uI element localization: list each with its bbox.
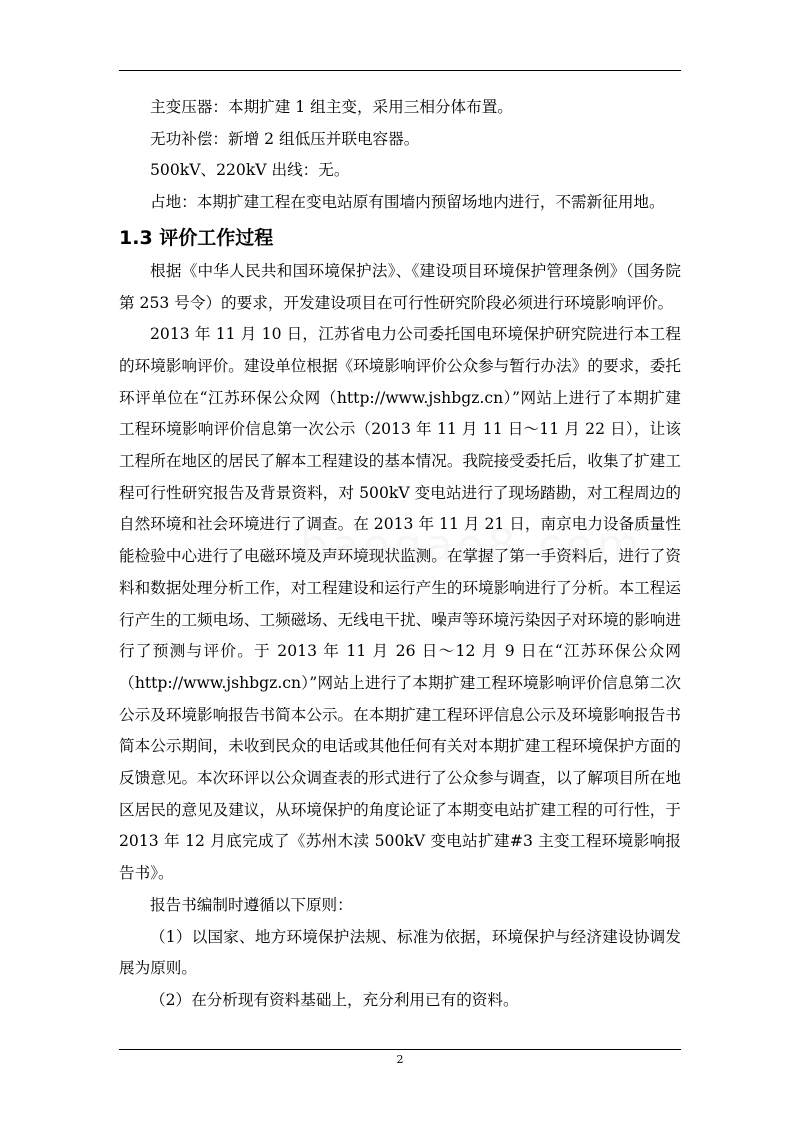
paragraph: （1）以国家、地方环境保护法规、标准为依据，环境保护与经济建设协调发展为原则。	[119, 927, 681, 978]
paragraph: 主变压器：本期扩建 1 组主变，采用三相分体布置。	[150, 98, 513, 116]
page-number: 2	[396, 1053, 404, 1066]
paragraph: 2013 年 11 月 10 日，江苏省电力公司委托国电环境保护研究院进行本工程的环境影响评价。建设单位根据《环境影响评价公众参与暂行办法》的要求，委托环评单位在“江苏环保公众网（http://www.jshbgz.cn）”网站上进行了本期扩建工程环境影响评价信息第一次公示（2013 年 11 月 11 日～11 月 22 日），让该工程所在地区的居民了解本工程建设的基本情况。我院接受委托后，收集了扩建工程可行性研究报告及背景资料，对 500kV 变电站进行了现场踏勘，对工程周边的自然环境和社会环境进行了调查。在 2013 年 11 月 21 日，南京电力设备质量性能检验中心进行了电磁环境及声环境现状监测。在掌握了第一手资料后，进行了资料和数据处理分析工作，对工程建设和运行产生的环境影响进行了分析。本工程运行产生的工频电场、工频磁场、无线电干扰、噪声等环境污染因子对环境的影响进行了预测与评价。于 2013 年 11 月 26 日～12 月 9 日在“江苏环保公众网（http://www.jshbgz.cn）”网站上进行了本期扩建工程环境影响评价信息第二次公示及环境影响报告书简本公示。在本期扩建工程环评信息公示及环境影响报告书简本公示期间，未收到民众的电话或其他任何有关对本期扩建工程环境保护方面的反馈意见。本次环评以公众调查表的形式进行了公众参与调查，以了解项目所在地区居民的意见及建议，从环境保护的角度论证了本期变电站扩建工程的可行性，于 2013 年 12 月底完成了《苏州木渎 500kV 变电站扩建#3 主变工程环境影响报告书》。	[119, 325, 681, 883]
paragraph: 根据《中华人民共和国环境保护法》、《建设项目环境保护管理条例》（国务院第 253 号令）的要求，开发建设项目在可行性研究阶段必须进行环境影响评价。	[119, 261, 681, 312]
paragraph: 占地：本期扩建工程在变电站原有围墙内预留场地内进行，不需新征用地。	[150, 193, 665, 212]
footer-rule	[119, 1049, 681, 1050]
paragraph: （2）在分析现有资料基础上，充分利用已有的资料。	[150, 990, 519, 1009]
section-heading: 1.3 评价工作过程	[119, 226, 274, 249]
document-body	[119, 92, 681, 1017]
paragraph: 500kV、220kV 出线：无。	[150, 161, 350, 180]
paragraph: 无功补偿：新增 2 组低压并联电容器。	[150, 129, 420, 148]
header-rule	[119, 70, 681, 71]
paragraph: 报告书编制时遵循以下原则：	[150, 895, 353, 914]
